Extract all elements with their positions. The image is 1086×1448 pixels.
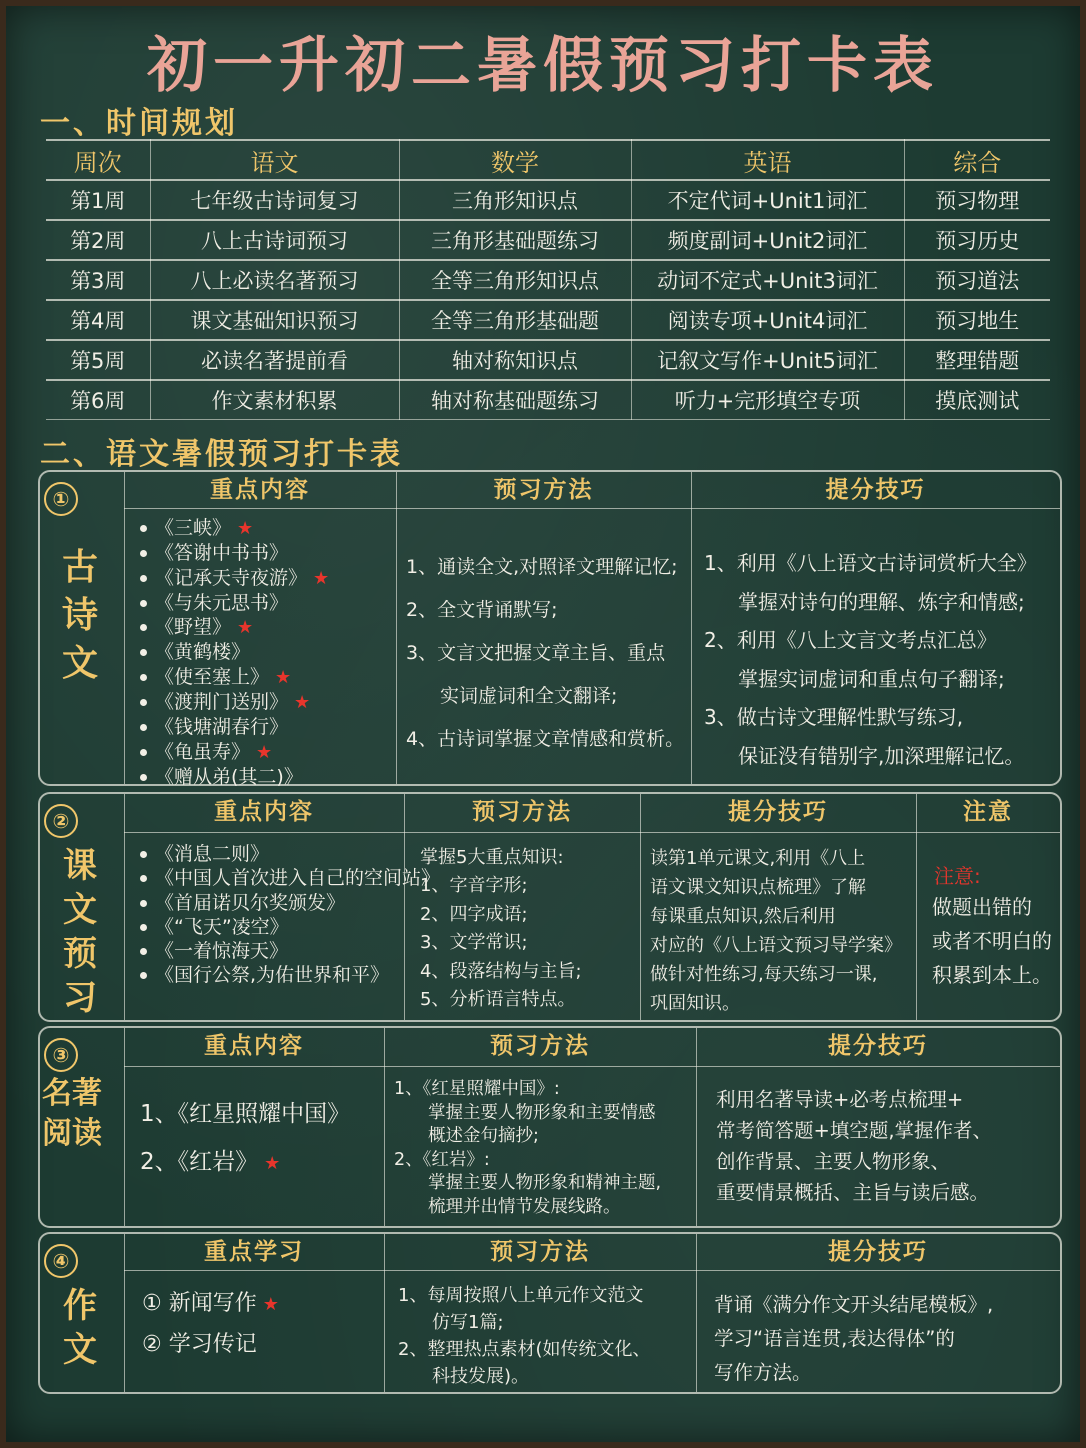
list-item (142, 1284, 279, 1325)
text-line: 掌握5大重点知识: (420, 847, 564, 868)
table-cell: 第4周 (46, 300, 150, 340)
label-char: 预 (63, 934, 97, 974)
list-item-text: 《与朱元思书》 (155, 591, 289, 614)
list-item (140, 891, 440, 915)
list-item-text: 《中国人首次进入自己的空间站》 (155, 867, 441, 890)
table-cell: 预习道法 (904, 260, 1050, 300)
column-header: 英语 (631, 140, 904, 180)
block-number: ① (44, 482, 78, 516)
text-line: 保证没有错别字,加深理解记忆。 (738, 743, 1025, 768)
list-item (140, 939, 440, 963)
bullet-dot (140, 699, 147, 706)
note-title (934, 860, 981, 889)
label-char: 习 (63, 978, 97, 1018)
block-number: ④ (44, 1244, 78, 1278)
block-number: ② (44, 804, 78, 838)
bullet-dot (140, 749, 147, 756)
method-text (406, 546, 684, 761)
text-line: 读第1单元课文,利用《八上 (650, 848, 866, 869)
text-line: 4、古诗词掌握文章情感和赏析。 (406, 728, 685, 750)
block-classic-reading (38, 1026, 1062, 1228)
section-heading-schedule: 一、时间规划 (40, 106, 238, 141)
list-item-text: 《国行公祭,为佑世界和平》 (155, 964, 390, 987)
list-item (140, 740, 329, 765)
text-line: 做针对性练习,每天练习一课, (650, 964, 878, 985)
text-line: 4、段落结构与主旨; (420, 960, 582, 982)
table-cell: 第3周 (46, 260, 150, 300)
text-line: 掌握对诗句的理解、炼字和情感; (738, 589, 1025, 614)
list-item-text: 1、《红星照耀中国》 (140, 1101, 351, 1127)
bullet-dot (140, 649, 147, 656)
list-item (140, 765, 329, 789)
star-icon: ★ (294, 692, 311, 714)
label-char: 文 (61, 643, 98, 684)
label-char: 文 (63, 890, 97, 930)
list-item (140, 1138, 350, 1188)
text-line: 2、四字成语; (420, 903, 528, 925)
content-list (140, 516, 329, 789)
text-line: 概述金句摘抄; (428, 1126, 539, 1146)
list-item (140, 1090, 350, 1138)
table-header-row (46, 140, 1050, 180)
star-icon: ★ (262, 1294, 279, 1315)
bullet-dot (140, 900, 147, 907)
table-row (46, 180, 1050, 220)
text-line: 掌握主要人物形象和主要情感 (428, 1102, 656, 1123)
content-list (142, 1284, 279, 1365)
bullet-dot (140, 550, 147, 557)
bullet-dot (140, 575, 147, 582)
column-header: 重点内容 (210, 477, 310, 503)
note-text (932, 890, 1052, 992)
column-header: 数学 (399, 140, 631, 180)
block-text-preview (38, 792, 1062, 1022)
bullet-dot (140, 924, 147, 931)
table-cell: 预习历史 (904, 220, 1050, 260)
column-header: 注意 (963, 799, 1013, 825)
bullet-dot (140, 724, 147, 731)
table-cell: 全等三角形知识点 (399, 260, 631, 300)
column-header: 重点学习 (204, 1239, 304, 1265)
table-cell: 八上必读名著预习 (150, 260, 399, 300)
column-header: 预习方法 (472, 799, 572, 825)
text-line: 3、做古诗文理解性默写练习, (704, 705, 964, 729)
text-line: 5、分析语言特点。 (420, 989, 576, 1011)
section-heading-chinese: 二、语文暑假预习打卡表 (40, 437, 403, 472)
table-cell: 七年级古诗词复习 (150, 180, 399, 220)
text-line: 积累到本上。 (932, 963, 1052, 987)
text-line: 2、全文背诵默写; (406, 599, 558, 621)
text-line: 做题出错的 (932, 895, 1032, 919)
list-item (142, 1325, 279, 1365)
text-line: 1、字音字形; (420, 875, 528, 897)
list-item-text: ① 新闻写作 (142, 1291, 257, 1316)
list-item-text: 《使至塞上》 (155, 665, 270, 688)
table-row (46, 340, 1050, 380)
list-item (140, 566, 329, 591)
list-item (140, 615, 329, 640)
bullet-dot (140, 525, 147, 532)
list-item-text: 《钱塘湖春行》 (155, 716, 289, 739)
block-label (52, 1284, 108, 1372)
text-line: 学习“语言连贯,表达得体”的 (714, 1327, 955, 1350)
list-item-text: 2、《红岩》 (140, 1149, 259, 1175)
table-cell: 必读名著提前看 (150, 340, 399, 380)
table-cell: 全等三角形基础题 (399, 300, 631, 340)
method-text (394, 1078, 661, 1219)
list-item-text: 《首届诺贝尔奖颁发》 (155, 891, 346, 914)
text-line: 3、文学常识; (420, 932, 528, 954)
block-ancient-poetry (38, 470, 1062, 786)
column-header: 提分技巧 (825, 477, 926, 503)
bullet-dot (140, 948, 147, 955)
column-header: 预习方法 (490, 1033, 590, 1059)
column-header: 预习方法 (490, 1239, 590, 1265)
list-item-text: 《黄鹤楼》 (155, 641, 251, 664)
bullet-dot (140, 624, 147, 631)
table-cell: 轴对称知识点 (399, 340, 631, 380)
star-icon: ★ (256, 741, 273, 763)
table-cell: 频度副词+Unit2词汇 (631, 220, 904, 260)
star-icon: ★ (237, 617, 254, 639)
text-line: 背诵《满分作文开头结尾模板》, (714, 1293, 994, 1316)
tips-text (714, 1288, 993, 1390)
tips-text (704, 544, 1037, 775)
block-label (52, 844, 108, 1020)
column-header: 重点内容 (204, 1033, 304, 1059)
tips-text (716, 1084, 992, 1208)
text-line: 或者不明白的 (932, 929, 1052, 953)
table-cell: 预习物理 (904, 180, 1050, 220)
method-text (398, 1282, 650, 1390)
column-header: 提分技巧 (828, 1033, 928, 1059)
list-item-text: 《答谢中书书》 (155, 542, 289, 565)
star-icon: ★ (237, 518, 254, 539)
text-line: 重要情景概括、主旨与读后感。 (716, 1181, 990, 1204)
bullet-dot (140, 875, 147, 882)
list-item-text: 《赠从弟(其二)》 (155, 765, 303, 788)
tips-text (650, 844, 902, 1018)
text-line: 科技发展)。 (432, 1366, 530, 1387)
table-cell: 轴对称基础题练习 (399, 380, 631, 420)
text-line: 利用名著导读+必考点梳理+ (716, 1088, 964, 1111)
text-line: 2、整理热点素材(如传统文化、 (398, 1339, 651, 1360)
list-item-text: 《三峡》 (155, 517, 232, 539)
label-char: 课 (63, 846, 97, 886)
list-item (140, 690, 329, 715)
bullet-dot (140, 774, 147, 781)
star-icon: ★ (275, 666, 292, 688)
list-item-text: 《消息二则》 (155, 843, 270, 865)
list-item (140, 842, 440, 866)
list-item-text: ② 学习传记 (142, 1332, 257, 1357)
schedule-table (46, 139, 1050, 420)
block-label (52, 544, 108, 688)
list-item (140, 915, 440, 939)
table-row (46, 380, 1050, 420)
label-line: 阅读 (42, 1116, 102, 1151)
table-row (46, 220, 1050, 260)
list-item (140, 715, 329, 739)
text-line: 1、《红星照耀中国》: (394, 1079, 560, 1099)
note-title-text: 注意: (934, 864, 981, 888)
text-line: 掌握实词虚词和重点句子翻译; (738, 666, 1005, 691)
list-item-text: 《一着惊海天》 (155, 940, 289, 963)
chalkboard (6, 6, 1080, 1442)
table-cell: 第5周 (46, 340, 150, 380)
label-char: 古 (61, 547, 98, 588)
table-cell: 八上古诗词预习 (150, 220, 399, 260)
table-cell: 作文素材积累 (150, 380, 399, 420)
table-cell: 整理错题 (904, 340, 1050, 380)
block-composition (38, 1232, 1062, 1394)
star-icon: ★ (264, 1153, 281, 1174)
table-cell: 第6周 (46, 380, 150, 420)
text-line: 仿写1篇; (432, 1312, 504, 1333)
text-line: 创作背景、主要人物形象、 (716, 1150, 951, 1173)
content-list (140, 1090, 350, 1188)
column-header: 提分技巧 (728, 799, 828, 825)
column-header: 重点内容 (214, 799, 314, 825)
text-line: 巩固知识。 (650, 993, 740, 1014)
table-cell: 不定代词+Unit1词汇 (631, 180, 904, 220)
text-line: 1、利用《八上语文古诗词赏析大全》 (704, 551, 1037, 575)
table-cell: 第1周 (46, 180, 150, 220)
column-header: 综合 (904, 140, 1050, 180)
list-item-text: 《野望》 (155, 616, 232, 639)
list-item (140, 516, 329, 541)
text-line: 每课重点知识,然后利用 (650, 906, 836, 927)
content-list (140, 842, 440, 988)
table-cell: 摸底测试 (904, 380, 1050, 420)
table-cell: 预习地生 (904, 300, 1050, 340)
column-header: 语文 (150, 140, 399, 180)
table-row (46, 300, 1050, 340)
text-line: 2、利用《八上文言文考点汇总》 (704, 628, 997, 652)
text-line: 对应的《八上语文预习导学案》 (650, 935, 902, 956)
list-item (140, 591, 329, 615)
table-cell: 第2周 (46, 220, 150, 260)
method-text (420, 844, 582, 1014)
label-char: 作 (63, 1286, 97, 1326)
text-line: 1、每周按照八上单元作文范文 (398, 1285, 644, 1306)
bullet-dot (140, 674, 147, 681)
block-number: ③ (44, 1038, 78, 1072)
star-icon: ★ (313, 567, 330, 589)
label-char: 文 (63, 1330, 97, 1370)
text-line: 3、文言文把握文章主旨、重点 (406, 642, 666, 664)
table-cell: 动词不定式+Unit3词汇 (631, 260, 904, 300)
list-item-text: 《渡荆门送别》 (155, 691, 289, 714)
text-line: 2、《红岩》: (394, 1149, 490, 1170)
table-cell: 记叙文写作+Unit5词汇 (631, 340, 904, 380)
list-item (140, 665, 329, 690)
column-header: 预习方法 (493, 477, 594, 503)
text-line: 1、通读全文,对照译文理解记忆; (406, 556, 678, 578)
text-line: 写作方法。 (714, 1361, 812, 1384)
table-cell: 课文基础知识预习 (150, 300, 399, 340)
text-line: 梳理并出情节发展线路。 (428, 1196, 621, 1217)
label-line: 名著 (42, 1076, 102, 1111)
list-item-text: 《记承天寺夜游》 (155, 566, 308, 589)
column-header: 提分技巧 (828, 1239, 928, 1265)
column-header: 周次 (46, 140, 150, 180)
table-cell: 三角形基础题练习 (399, 220, 631, 260)
table-cell: 听力+完形填空专项 (631, 380, 904, 420)
list-item-text: 《龟虽寿》 (155, 740, 251, 763)
table-cell: 三角形知识点 (399, 180, 631, 220)
label-char: 诗 (61, 595, 98, 636)
list-item (140, 640, 329, 664)
text-line: 常考简答题+填空题,掌握作者、 (716, 1119, 993, 1142)
text-line: 掌握主要人物形象和精神主题, (428, 1173, 662, 1193)
table-row (46, 260, 1050, 300)
bullet-dot (140, 851, 147, 858)
list-item (140, 541, 329, 565)
list-item-text: 《“飞天”凌空》 (155, 915, 289, 938)
bullet-dot (140, 600, 147, 607)
list-item (140, 866, 440, 890)
page-title: 初一升初二暑假预习打卡表 (147, 31, 939, 101)
text-line: 实词虚词和全文翻译; (440, 685, 618, 707)
block-label (40, 1074, 104, 1154)
table-cell: 阅读专项+Unit4词汇 (631, 300, 904, 340)
bullet-dot (140, 972, 147, 979)
list-item (140, 963, 440, 987)
text-line: 语文课文知识点梳理》了解 (650, 877, 866, 898)
